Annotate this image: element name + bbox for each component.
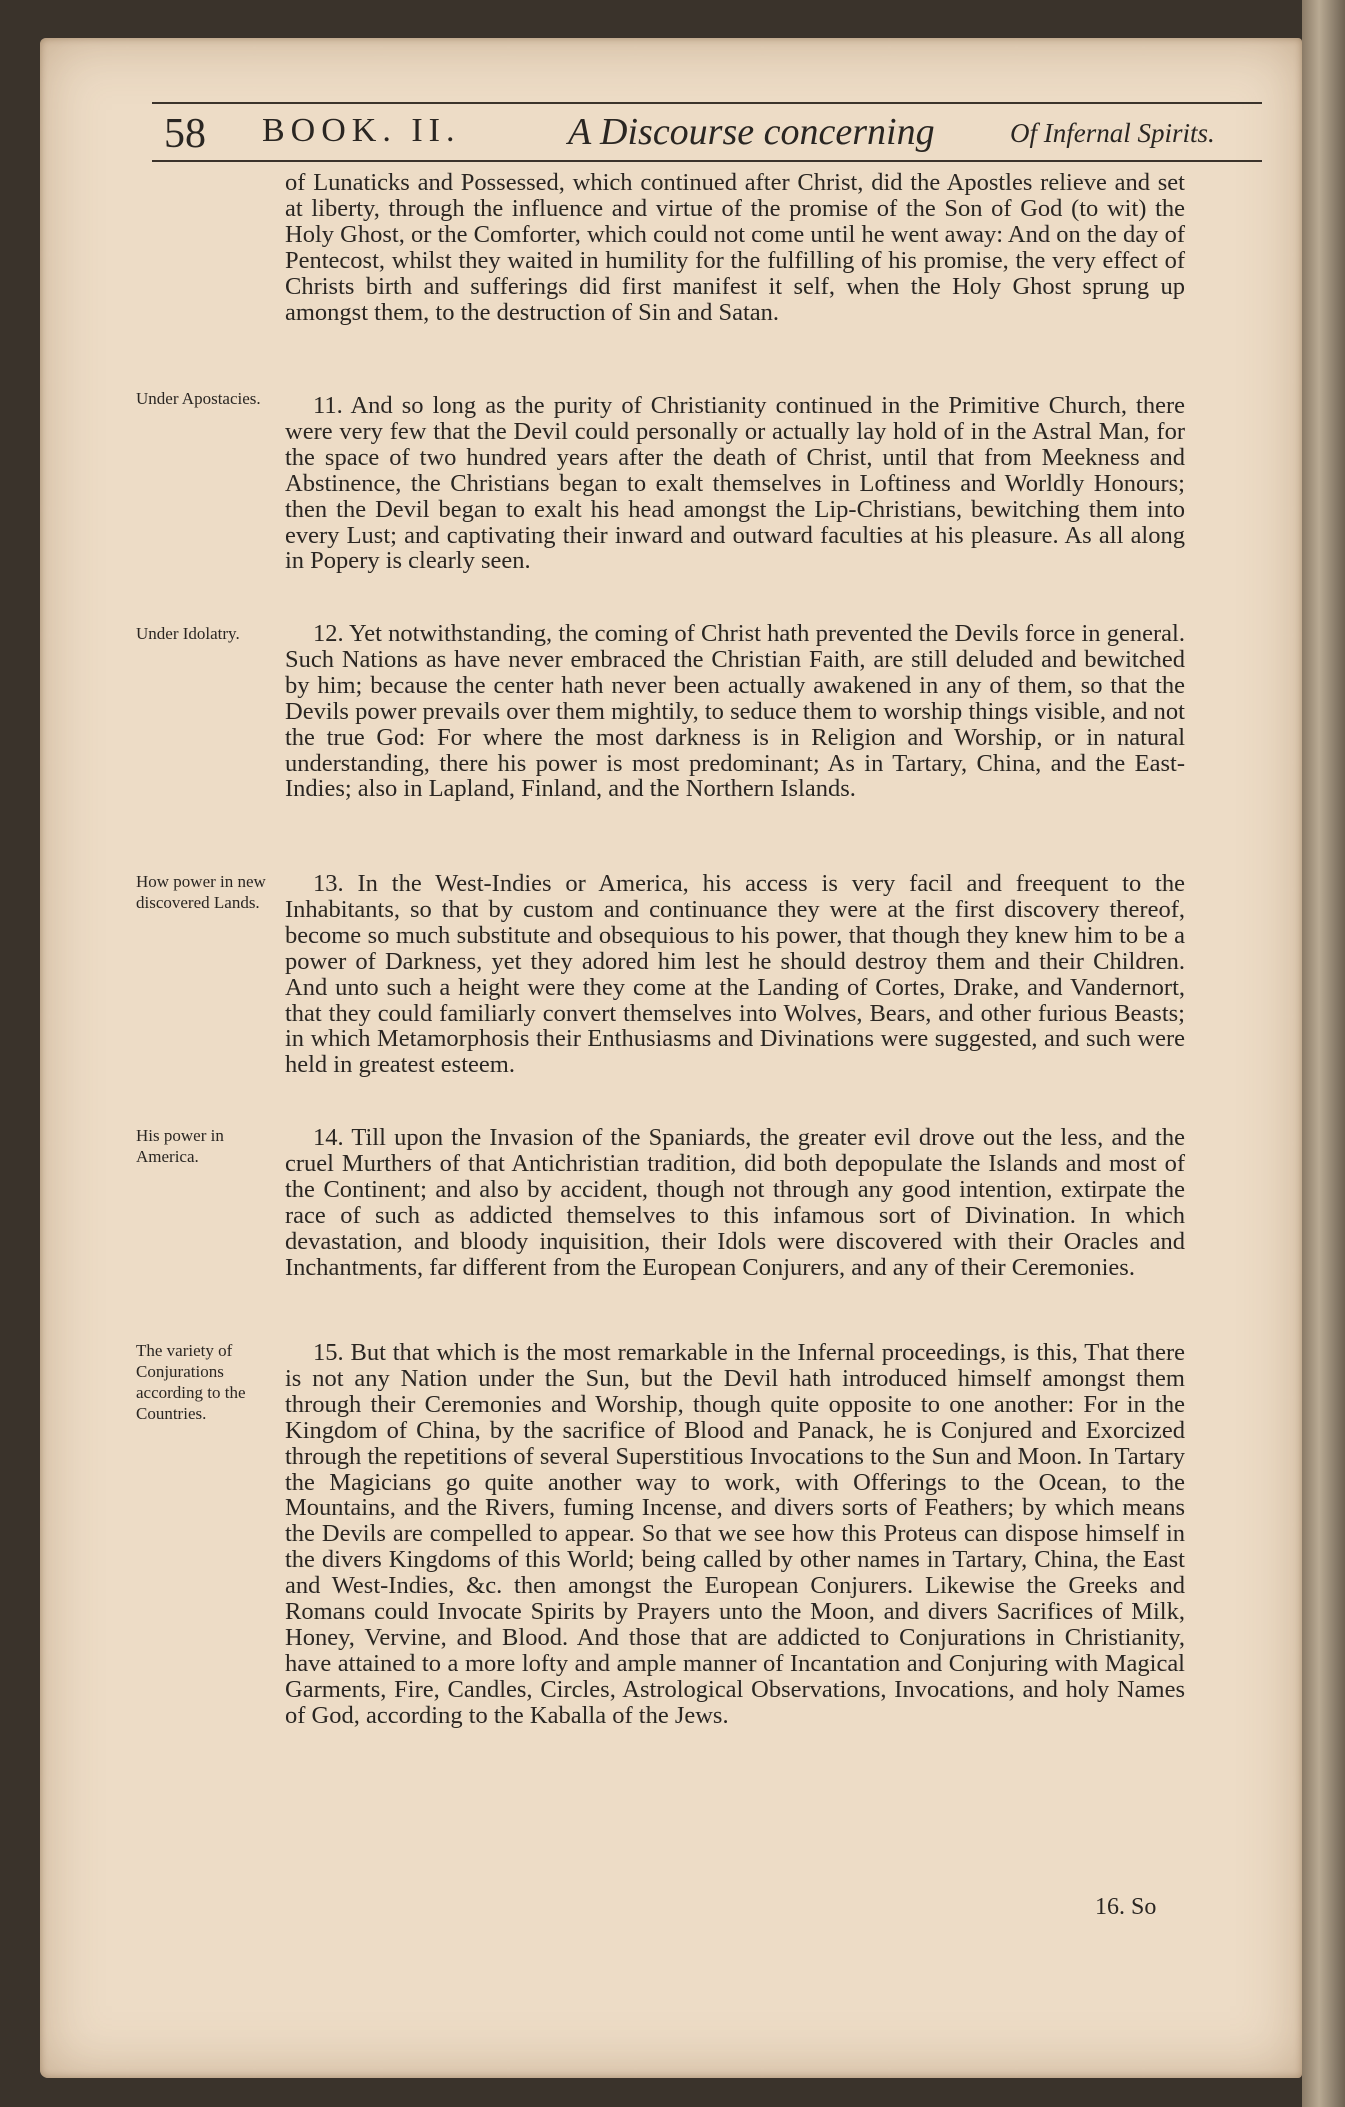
paragraph-15: 15. But that which is the most remarkable in the Infernal proceedings, is this, That there is not any Nation under the Sun, but the Devil hath introduced himself amongst them through their Ceremonies and Worship, though quite opposite to one another: For in the Kingdom of China, by the sacrifice of Blood and Panack, he is Conjured and Exorcized through the repetitions of several Superstitious Invocations to the Sun and Moon. In Tartary the Magicians go quite another way to work, with Offerings to the Ocean, to the Mountains, and the Rivers, fuming Incense, and divers sorts of Feathers; by which means the Devils are compelled to appear. So that we see how this Proteus can dispose himself in the divers Kingdoms of this World; being called by other names in Tartary, China, the East and West-Indies, &c. then amongst the European Conjurers. Likewise the Greeks and Romans could Invocate Spirits by Prayers unto the Moon, and divers Sacrifices of Milk, Honey, Vervine, and Blood. And those that are addicted to Conjurations in Christianity, have attained to a more lofty and ample manner of Incantation and Conjuring with Magical Garments, Fire, Candles, Circles, Astrological Observations, Invocations, and holy Names of God, according to the Kaballa of the Jews. [285,1339,1185,1729]
running-head: Of Infernal Spirits. [1010,118,1215,148]
catchword: 16. So [1095,1894,1157,1920]
margin-note-conjurations: The variety of Conjurations according to the Countries. [136,1341,246,1423]
book-page [40,38,1302,2078]
margin-note-apostacies: Under Apostacies. [136,389,261,408]
header-rule-bottom [152,160,1262,162]
header-rule-top [152,102,1262,104]
page-title: A Discourse concerning [568,111,935,153]
paragraph-13: 13. In the West-Indies or America, his access is very facil and freequent to the Inhabitants, so that by custom and continuance they were at the first discovery thereof, become so much substitute and obsequious to his power, that though they knew him to be a power of Darkness, yet they adored him lest he should destroy them and their Children. And unto such a height were they come at the Landing of Cortes, Drake, and Vandernort, that they could familiarly convert themselves into Wolves, Bears, and other furious Beasts; in which Metamorphosis their Enthusiasms and Divinations were suggested, and such were held in greatest esteem. [285,870,1185,1079]
paragraph-12: 12. Yet notwithstanding, the coming of Christ hath prevented the Devils force in general. Such Nations as have never embraced the Christian Faith, are still deluded and bewitched by him; because the center hath never been actually awakened in any of them, so that the Devils power prevails over them mightily, to seduce them to worship things visible, and not the true God: For where the most darkness is in Religion and Worship, or in natural understanding, there his power is most predominant; As in Tartary, China, and the East-Indies; also in Lapland, Finland, and the Northern Islands. [285,620,1185,803]
margin-note-new-lands: How power in new discovered Lands. [136,872,266,912]
paragraph-14: 14. Till upon the Invasion of the Spaniards, the greater evil drove out the less, and the cruel Murthers of that Antichristian tradition, did both depopulate the Islands and most of the Continent; and also by accident, though not through any good intention, extirpate the race of such as addicted themselves to this infamous sort of Divination. In which devastation, and bloody inquisition, their Idols were discovered with their Oracles and Inchantments, far different from the European Conjurers, and any of their Ceremonies. [285,1124,1185,1281]
adjacent-page-edge [1302,0,1345,2107]
page-header [40,106,1302,162]
margin-note-idolatry: Under Idolatry. [136,624,240,643]
margin-note-america: His power in America. [136,1126,224,1166]
page-number: 58 [164,111,206,157]
book-label: BOOK. II. [262,112,461,149]
paragraph-continuation: of Lunaticks and Possessed, which continued after Christ, did the Apostles relieve and set at liberty, through the influence and virtue of the promise of the Son of God (to wit) the Holy Ghost, or the Comforter, which could not come until he went away: And on the day of Pentecost, whilst they waited in humility for the fulfilling of his promise, the very effect of Christs birth and sufferings did first manifest it self, when the Holy Ghost sprung up amongst them, to the destruction of Sin and Satan. [285,169,1185,326]
paragraph-11: 11. And so long as the purity of Christianity continued in the Primitive Church, there were very few that the Devil could personally or actually lay hold of in the Astral Man, for the space of two hundred years after the death of Christ, until that from Meekness and Abstinence, the Christians began to exalt themselves in Loftiness and Worldly Honours; then the Devil began to exalt his head amongst the Lip-Christians, bewitching them into every Lust; and captivating their inward and outward faculties at his pleasure. As all along in Popery is clearly seen. [285,392,1185,575]
